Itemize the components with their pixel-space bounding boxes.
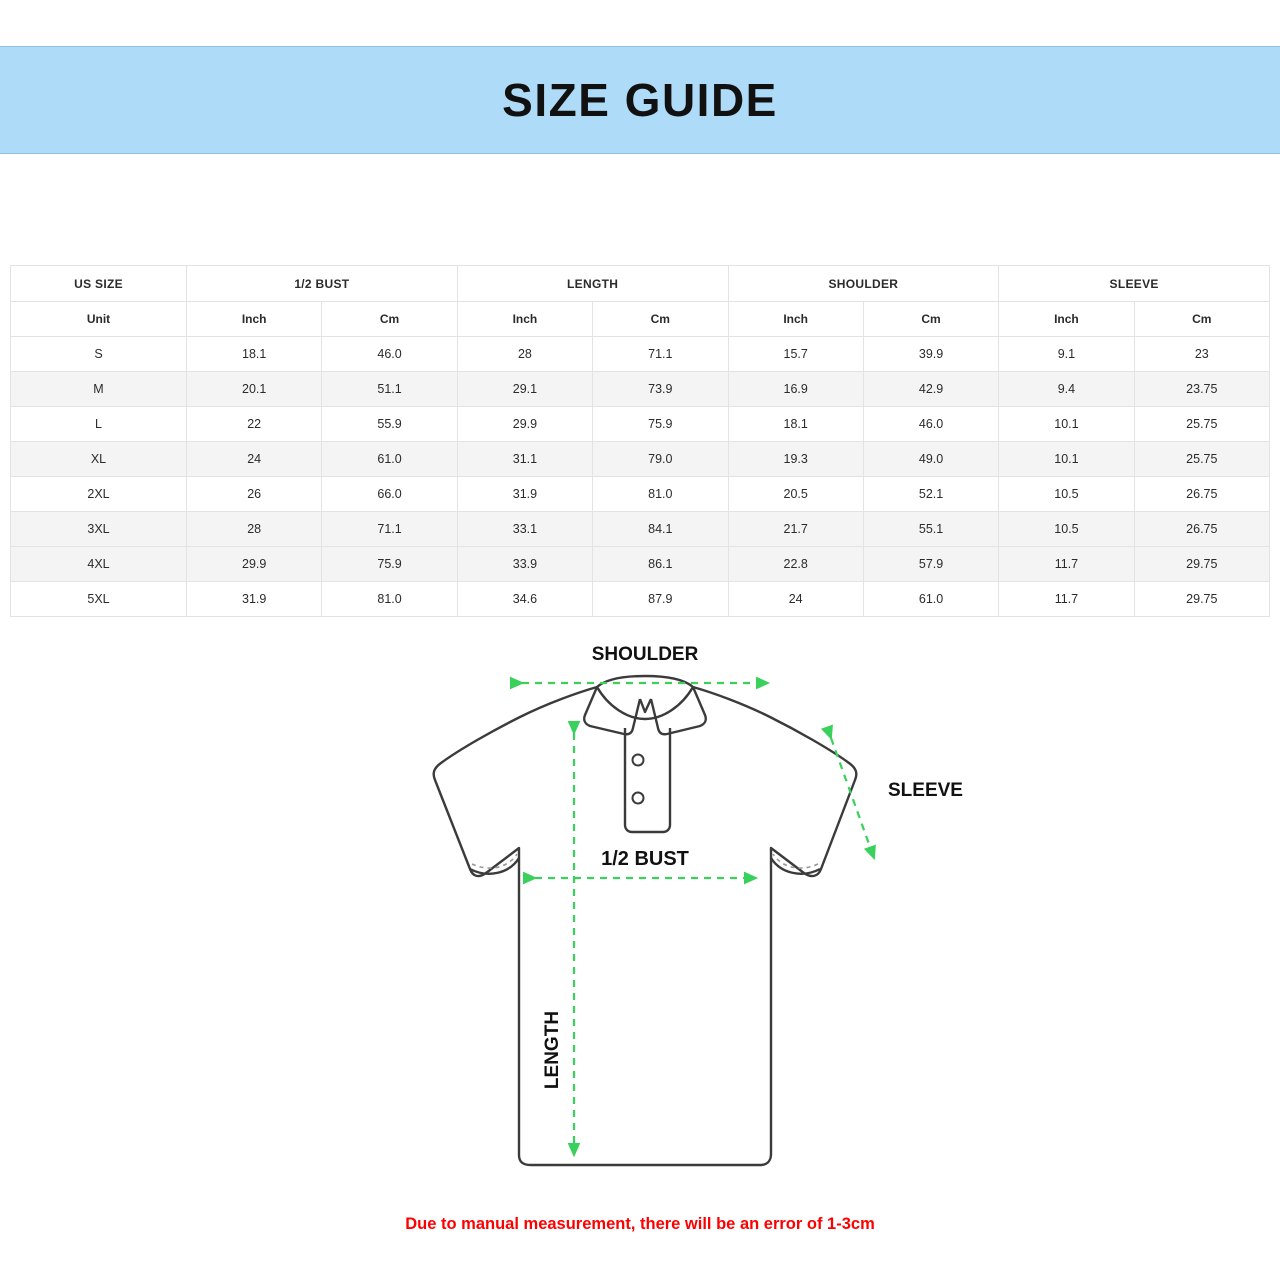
cell-bust-cm: 51.1 bbox=[322, 372, 457, 407]
cell-bust-cm: 75.9 bbox=[322, 547, 457, 582]
unit-sleeve-inch: Inch bbox=[999, 302, 1134, 337]
cell-bust-inch: 22 bbox=[187, 407, 322, 442]
unit-label: Unit bbox=[11, 302, 187, 337]
cell-length-inch: 31.1 bbox=[457, 442, 592, 477]
cell-length-cm: 75.9 bbox=[593, 407, 728, 442]
cell-sleeve-cm: 26.75 bbox=[1134, 477, 1269, 512]
cell-bust-cm: 61.0 bbox=[322, 442, 457, 477]
cell-length-cm: 71.1 bbox=[593, 337, 728, 372]
sleeve-arrow bbox=[831, 738, 874, 858]
cell-sleeve-cm: 29.75 bbox=[1134, 547, 1269, 582]
unit-bust-cm: Cm bbox=[322, 302, 457, 337]
unit-length-inch: Inch bbox=[457, 302, 592, 337]
unit-length-cm: Cm bbox=[593, 302, 728, 337]
cell-bust-inch: 20.1 bbox=[187, 372, 322, 407]
cell-shoulder-cm: 49.0 bbox=[863, 442, 998, 477]
cell-bust-cm: 66.0 bbox=[322, 477, 457, 512]
cell-length-cm: 86.1 bbox=[593, 547, 728, 582]
cell-length-inch: 34.6 bbox=[457, 582, 592, 617]
cell-sleeve-inch: 10.1 bbox=[999, 407, 1134, 442]
cell-shoulder-inch: 24 bbox=[728, 582, 863, 617]
bust-label: 1/2 BUST bbox=[601, 848, 689, 870]
cell-bust-inch: 24 bbox=[187, 442, 322, 477]
table-group-header-row bbox=[11, 266, 1270, 302]
cell-length-cm: 84.1 bbox=[593, 512, 728, 547]
cell-length-inch: 29.1 bbox=[457, 372, 592, 407]
sleeve-label: SLEEVE bbox=[888, 780, 963, 801]
cell-sleeve-inch: 9.4 bbox=[999, 372, 1134, 407]
cell-length-inch: 31.9 bbox=[457, 477, 592, 512]
cell-length-inch: 33.1 bbox=[457, 512, 592, 547]
cell-size: XL bbox=[11, 442, 187, 477]
cell-length-inch: 29.9 bbox=[457, 407, 592, 442]
cell-length-cm: 79.0 bbox=[593, 442, 728, 477]
cell-sleeve-inch: 11.7 bbox=[999, 547, 1134, 582]
cell-shoulder-cm: 57.9 bbox=[863, 547, 998, 582]
cell-shoulder-inch: 20.5 bbox=[728, 477, 863, 512]
cell-bust-cm: 55.9 bbox=[322, 407, 457, 442]
cell-bust-cm: 71.1 bbox=[322, 512, 457, 547]
polo-shirt-outline bbox=[434, 676, 857, 1165]
cell-length-inch: 28 bbox=[457, 337, 592, 372]
cell-length-inch: 33.9 bbox=[457, 547, 592, 582]
table-row bbox=[11, 442, 1270, 477]
cell-shoulder-inch: 21.7 bbox=[728, 512, 863, 547]
cell-size: M bbox=[11, 372, 187, 407]
table-row bbox=[11, 337, 1270, 372]
cell-size: 2XL bbox=[11, 477, 187, 512]
header-sleeve: SLEEVE bbox=[999, 266, 1270, 302]
cell-bust-cm: 81.0 bbox=[322, 582, 457, 617]
table-unit-row bbox=[11, 302, 1270, 337]
shoulder-label: SHOULDER bbox=[591, 644, 699, 665]
cell-shoulder-cm: 55.1 bbox=[863, 512, 998, 547]
length-label: LENGTH bbox=[542, 1010, 563, 1090]
cell-bust-inch: 18.1 bbox=[187, 337, 322, 372]
cell-shoulder-cm: 52.1 bbox=[863, 477, 998, 512]
cell-shoulder-inch: 15.7 bbox=[728, 337, 863, 372]
header-half-bust: 1/2 BUST bbox=[187, 266, 458, 302]
cell-shoulder-cm: 39.9 bbox=[863, 337, 998, 372]
table-row bbox=[11, 512, 1270, 547]
cell-sleeve-inch: 9.1 bbox=[999, 337, 1134, 372]
cell-sleeve-inch: 11.7 bbox=[999, 582, 1134, 617]
cell-sleeve-inch: 10.5 bbox=[999, 512, 1134, 547]
header-us-size: US SIZE bbox=[11, 266, 187, 302]
cell-size: 4XL bbox=[11, 547, 187, 582]
cell-length-cm: 87.9 bbox=[593, 582, 728, 617]
cell-shoulder-inch: 19.3 bbox=[728, 442, 863, 477]
cell-length-cm: 73.9 bbox=[593, 372, 728, 407]
cell-size: S bbox=[11, 337, 187, 372]
table-row bbox=[11, 407, 1270, 442]
size-table-container bbox=[10, 265, 1270, 617]
cell-sleeve-inch: 10.1 bbox=[999, 442, 1134, 477]
table-row bbox=[11, 582, 1270, 617]
header-length: LENGTH bbox=[457, 266, 728, 302]
cell-sleeve-cm: 25.75 bbox=[1134, 442, 1269, 477]
unit-shoulder-cm: Cm bbox=[863, 302, 998, 337]
cell-sleeve-cm: 23.75 bbox=[1134, 372, 1269, 407]
cell-sleeve-inch: 10.5 bbox=[999, 477, 1134, 512]
cell-shoulder-cm: 46.0 bbox=[863, 407, 998, 442]
unit-shoulder-inch: Inch bbox=[728, 302, 863, 337]
cell-shoulder-inch: 16.9 bbox=[728, 372, 863, 407]
measurement-diagram bbox=[0, 620, 1280, 1200]
measurement-arrows bbox=[522, 683, 874, 1155]
unit-sleeve-cm: Cm bbox=[1134, 302, 1269, 337]
cell-shoulder-cm: 42.9 bbox=[863, 372, 998, 407]
unit-bust-inch: Inch bbox=[187, 302, 322, 337]
cell-bust-inch: 31.9 bbox=[187, 582, 322, 617]
cell-size: 3XL bbox=[11, 512, 187, 547]
header-shoulder: SHOULDER bbox=[728, 266, 999, 302]
cell-bust-inch: 28 bbox=[187, 512, 322, 547]
cell-shoulder-inch: 18.1 bbox=[728, 407, 863, 442]
cell-shoulder-cm: 61.0 bbox=[863, 582, 998, 617]
cell-bust-cm: 46.0 bbox=[322, 337, 457, 372]
cell-sleeve-cm: 23 bbox=[1134, 337, 1269, 372]
size-chart-table bbox=[10, 265, 1270, 617]
cell-shoulder-inch: 22.8 bbox=[728, 547, 863, 582]
cell-length-cm: 81.0 bbox=[593, 477, 728, 512]
size-guide-banner bbox=[0, 46, 1280, 154]
page-title: SIZE GUIDE bbox=[502, 74, 778, 126]
cell-bust-inch: 26 bbox=[187, 477, 322, 512]
cell-sleeve-cm: 25.75 bbox=[1134, 407, 1269, 442]
measurement-disclaimer: Due to manual measurement, there will be an error of 1-3cm bbox=[405, 1215, 875, 1233]
cell-size: 5XL bbox=[11, 582, 187, 617]
table-row bbox=[11, 547, 1270, 582]
cell-size: L bbox=[11, 407, 187, 442]
placket-buttons bbox=[633, 755, 644, 804]
cell-sleeve-cm: 29.75 bbox=[1134, 582, 1269, 617]
table-row bbox=[11, 372, 1270, 407]
cell-bust-inch: 29.9 bbox=[187, 547, 322, 582]
cell-sleeve-cm: 26.75 bbox=[1134, 512, 1269, 547]
table-row bbox=[11, 477, 1270, 512]
